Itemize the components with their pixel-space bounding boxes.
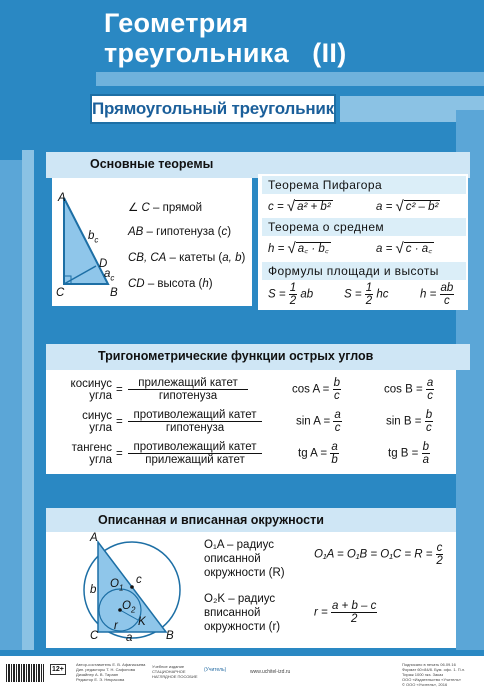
label-A: A <box>58 192 66 204</box>
o1-formula: O₁A = O₁B = O₁C = R = $\frac{c}{2}$ <box>314 542 443 567</box>
section-banner: Прямоугольный треугольник <box>90 94 336 124</box>
title-line2: треугольника <box>104 38 289 68</box>
circ-label-B: B <box>166 630 174 642</box>
theorem-line-3: CB, CA – катеты (a, b) <box>128 252 246 264</box>
stripe-top <box>96 72 484 86</box>
trig-header: Тригонометрические функции острых углов <box>46 344 470 370</box>
formula-mean-h: h = √ a꜀ · b꜀ <box>268 240 329 257</box>
trig-def-cos: $\frac{\text{прилежащий катет}}{\text{гипотенуза}}$ <box>128 377 248 402</box>
circ-label-O2: $O_2$ <box>122 600 136 615</box>
right-triangle-diagram <box>52 188 122 300</box>
theorem-line-4: CD – высота (h) <box>128 278 213 290</box>
trig-name-tg: тангенс угла <box>71 442 112 466</box>
o2-formula: r = $\frac{a + b - c}{2}$ <box>314 600 377 625</box>
circles-header: Описанная и вписанная окружности <box>46 508 456 532</box>
theorem-line-1: ∠ C – прямой <box>128 202 203 214</box>
o2-definition: O₂K – радиус вписанной окружности (r) <box>204 593 281 633</box>
formula-tgA: tg A = $\frac{a}{b}$ <box>298 441 338 466</box>
pythagoras-title: Теорема Пифагора <box>262 176 466 194</box>
formula-area-2: S = $\frac{1}{2}$ hc <box>344 282 389 307</box>
circ-label-O1: $O_1$ <box>110 578 124 593</box>
center-o1 <box>130 585 134 589</box>
formula-sinA: sin A = $\frac{a}{c}$ <box>296 409 341 434</box>
trig-name-sin: синус угла <box>82 410 112 434</box>
theorem-line-2: AB – гипотенуза (c) <box>128 226 232 238</box>
trig-name-cos: косинус угла <box>70 378 112 402</box>
publisher-logo: (Учитель) <box>204 667 227 673</box>
publisher-site[interactable]: www.uchitel-izd.ru <box>250 669 291 675</box>
formula-sinB: sin B = $\frac{b}{c}$ <box>386 409 433 434</box>
trig-def-sin: $\frac{\text{противолежащий катет}}{\text{гипотенуза}}$ <box>128 409 262 434</box>
label-bc: $b_c$ <box>88 230 99 245</box>
footer-credits: Автор-составитель Е. В. Афанасьева Дип. редакторы Т. Н. Сафонова Дизайнер А. В. Тараян Редактор Е. Э. Некрасова <box>76 662 146 682</box>
formula-tgB: tg B = $\frac{b}{a}$ <box>388 441 429 466</box>
trig-def-tg: $\frac{\text{противолежащий катет}}{\text{прилежащий катет}}$ <box>128 441 262 466</box>
circ-label-K: K <box>138 616 146 628</box>
circ-label-r: r <box>114 620 118 632</box>
label-ac: $a_c$ <box>104 268 115 283</box>
o1-definition: O₁A – радиус описанной окружности (R) <box>204 539 285 579</box>
area-title: Формулы площади и высоты <box>262 262 466 280</box>
trig-eq-2: = <box>116 416 123 428</box>
label-C: C <box>56 287 65 299</box>
circ-label-C: C <box>90 630 99 642</box>
title-part: (II) <box>312 38 347 68</box>
formula-area-1: S = $\frac{1}{2}$ ab <box>268 282 314 307</box>
formula-cosB: cos B = $\frac{a}{c}$ <box>384 377 434 402</box>
stripe-mid1 <box>22 150 34 650</box>
footer-print-info: Подписано в печать 06.09.16 Формат 60×84/8. Бум. офс. 1. П.л. Тираж 1000 экз. Заказ ООО «Издательство «Учитель» © ООО «Учитель», 2016 <box>402 662 466 687</box>
trig-eq-3: = <box>116 448 123 460</box>
age-badge: 12+ <box>52 666 64 673</box>
circ-label-a: a <box>126 632 133 644</box>
label-B: B <box>110 287 118 299</box>
circ-label-b: b <box>90 584 97 596</box>
trig-eq-1: = <box>116 384 123 396</box>
formula-area-3: h = $\frac{ab}{c}$ <box>420 282 454 307</box>
mean-title: Теорема о среднем <box>262 218 466 236</box>
poster-title <box>104 8 346 68</box>
circ-label-A: A <box>90 532 98 544</box>
circ-label-c: c <box>136 574 142 586</box>
footer-barcode <box>6 664 44 682</box>
formula-pyth-c: c = √ a² + b² <box>268 198 331 215</box>
label-D: D <box>99 258 108 270</box>
title-line1: Геометрия <box>104 8 249 38</box>
formula-cosA: cos A = $\frac{b}{c}$ <box>292 377 341 402</box>
formula-mean-a: a = √ c · a꜀ <box>376 240 433 257</box>
footer-mid: Учебное издание СТАЦИОНАРНОЕ НАГЛЯДНОЕ ПОСОБИЕ <box>152 664 198 679</box>
stripe-left <box>0 160 22 650</box>
formula-pyth-a: a = √ c² – b² <box>376 198 439 215</box>
theorems-header: Основные теоремы <box>46 152 470 178</box>
